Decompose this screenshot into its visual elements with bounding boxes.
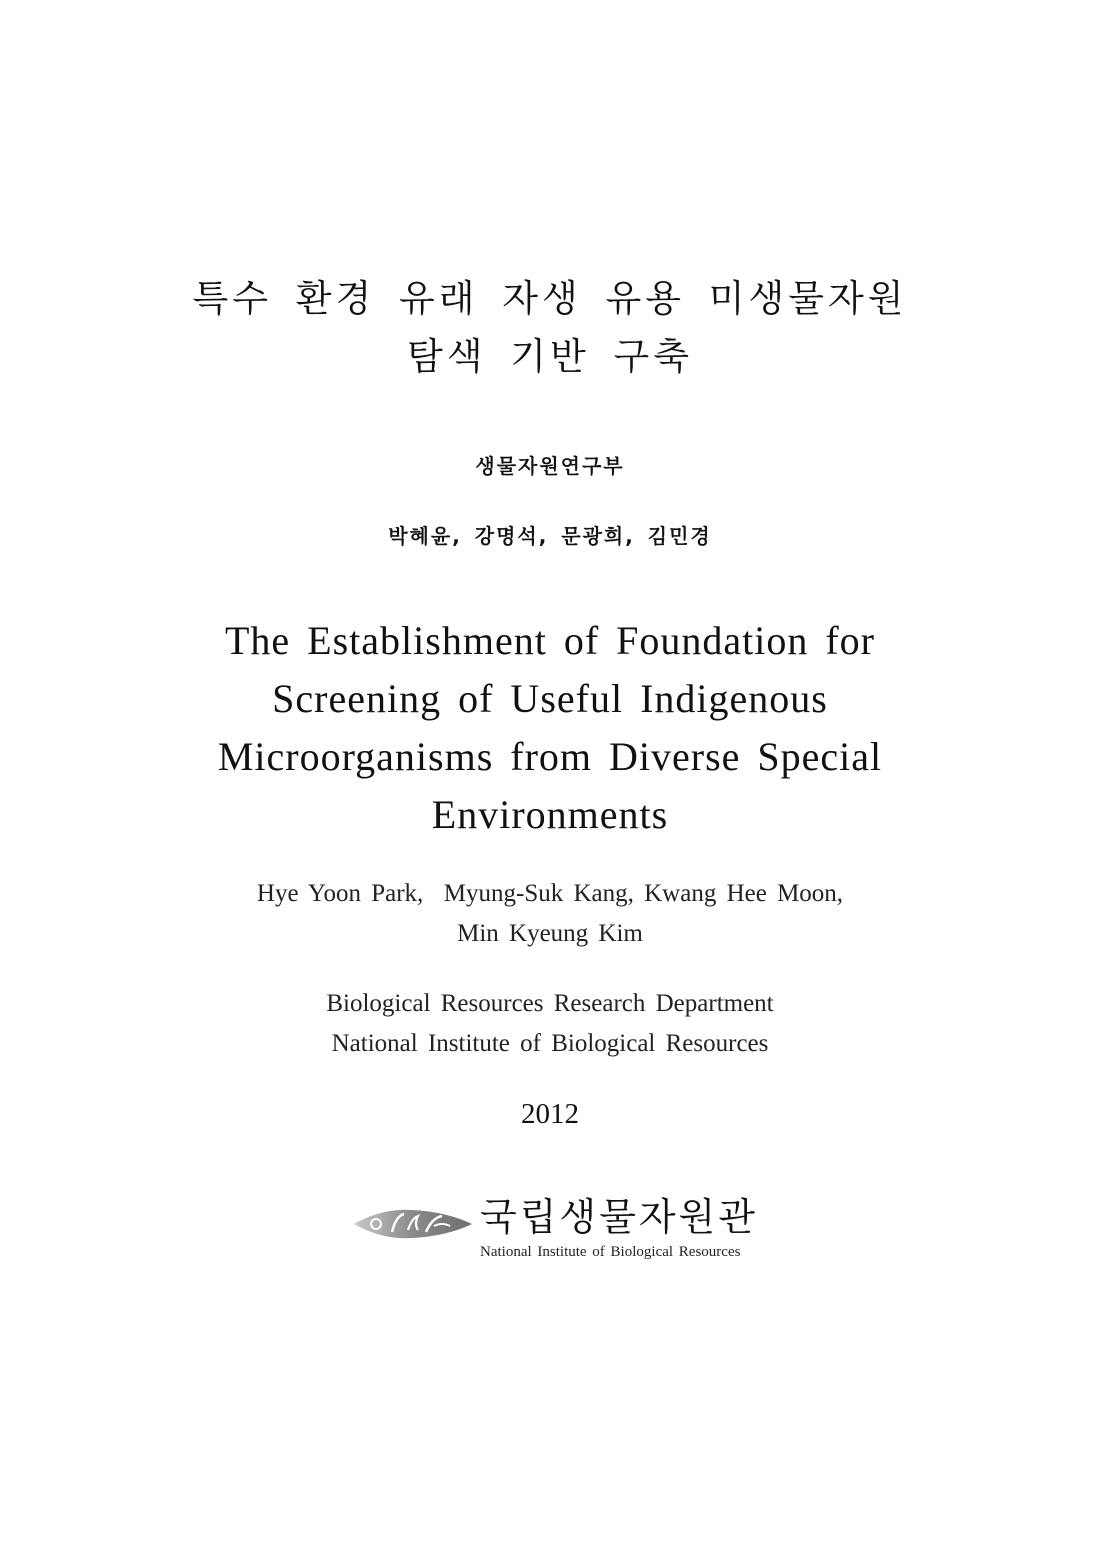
english-title xyxy=(0,612,1100,844)
korean-authors: 박혜윤, 강명석, 문광희, 김민경 xyxy=(388,524,712,548)
publication-year: 2012 xyxy=(521,1098,579,1130)
english-authors-line-2: Min Kyeung Kim xyxy=(457,920,643,947)
english-title-line-1: The Establishment of Foundation for xyxy=(224,618,875,663)
logo-name-english: National Institute of Biological Resources xyxy=(480,1244,741,1260)
korean-title-line-1: 특수 환경 유래 자생 유용 미생물자원 xyxy=(192,277,908,320)
affiliation xyxy=(0,984,1100,1064)
korean-title xyxy=(0,270,1100,386)
institute-logo xyxy=(352,1192,772,1272)
korean-department: 생물자원연구부 xyxy=(475,454,625,478)
leaf-emblem-icon xyxy=(352,1206,474,1242)
english-title-line-2: Screening of Useful Indigenous xyxy=(272,676,828,721)
affiliation-institute: National Institute of Biological Resources xyxy=(331,1030,769,1057)
affiliation-department: Biological Resources Research Department xyxy=(326,990,774,1017)
english-authors xyxy=(0,874,1100,954)
english-authors-line-1: Hye Yoon Park, Myung-Suk Kang, Kwang Hee Moon, xyxy=(256,880,844,907)
korean-title-line-2: 탐색 기반 구축 xyxy=(407,335,693,378)
english-title-line-3: Microorganisms from Diverse Special xyxy=(217,734,883,779)
logo-name-korean: 국립생물자원관 xyxy=(480,1195,758,1239)
english-title-line-4: Environments xyxy=(431,792,669,837)
